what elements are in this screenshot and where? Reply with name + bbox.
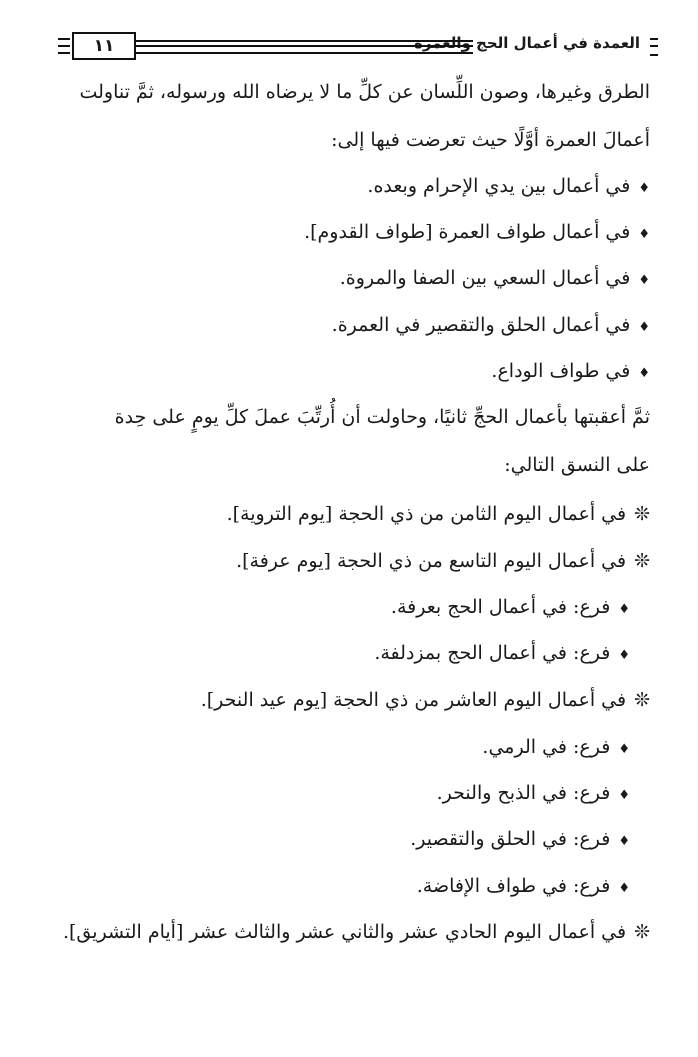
sub-item: ♦فرع: في أعمال الحج بمزدلفة.	[374, 642, 630, 664]
list-item: ♦في أعمال السعي بين الصفا والمروة.	[339, 267, 650, 289]
bullet-icon: ♦	[618, 834, 630, 849]
header-rule	[136, 40, 473, 54]
bullet-icon: ♦	[638, 273, 650, 288]
page-number: ١١	[72, 32, 136, 60]
list-item: ♦في طواف الوداع.	[491, 360, 650, 382]
star-icon: ❊	[634, 550, 650, 572]
bullet-icon: ♦	[638, 366, 650, 381]
bullet-icon: ♦	[638, 227, 650, 242]
day-heading: ❊في أعمال اليوم العاشر من ذي الحجة [يوم عيد النحر].	[200, 689, 650, 711]
star-icon: ❊	[634, 503, 650, 525]
list-item: ♦في أعمال الحلق والتقصير في العمرة.	[331, 314, 650, 336]
bullet-icon: ♦	[618, 648, 630, 663]
paragraph-line: على النسق التالي:	[504, 454, 650, 476]
day-heading: ❊في أعمال اليوم التاسع من ذي الحجة [يوم عرفة].	[236, 550, 650, 572]
bullet-icon: ♦	[618, 881, 630, 896]
paragraph-line: ثمَّ أعقبتها بأعمال الحجِّ ثانيًا، وحاولت أن أُرتِّبَ عملَ كلِّ يومٍ على حِدة	[114, 406, 650, 428]
header-title: العمدة في أعمال الحج والعمرة	[414, 34, 640, 52]
bullet-icon: ♦	[618, 602, 630, 617]
paragraph-line: أعمالَ العمرة أوَّلًا حيث تعرضت فيها إلى:	[331, 129, 650, 151]
star-icon: ❊	[634, 921, 650, 943]
header-ornament-right	[650, 38, 658, 56]
sub-item: ♦فرع: في الرمي.	[482, 736, 630, 758]
list-item: ♦في أعمال طواف العمرة [طواف القدوم].	[304, 221, 650, 243]
sub-item: ♦فرع: في أعمال الحج بعرفة.	[390, 596, 630, 618]
bullet-icon: ♦	[618, 742, 630, 757]
running-header	[58, 30, 658, 66]
bullet-icon: ♦	[618, 788, 630, 803]
star-icon: ❊	[634, 689, 650, 711]
bullet-icon: ♦	[638, 320, 650, 335]
sub-item: ♦فرع: في الذبح والنحر.	[436, 782, 630, 804]
header-ornament-left	[58, 38, 70, 54]
day-heading: ❊في أعمال اليوم الحادي عشر والثاني عشر والثالث عشر [أيام التشريق].	[62, 921, 650, 943]
sub-item: ♦فرع: في الحلق والتقصير.	[410, 828, 630, 850]
day-heading: ❊في أعمال اليوم الثامن من ذي الحجة [يوم التروية].	[226, 503, 650, 525]
paragraph-line: الطرق وغيرها، وصون اللِّسان عن كلِّ ما لا يرضاه الله ورسوله، ثمَّ تناولت	[79, 81, 650, 103]
list-item: ♦في أعمال بين يدي الإحرام وبعده.	[367, 175, 650, 197]
bullet-icon: ♦	[638, 181, 650, 196]
sub-item: ♦فرع: في طواف الإفاضة.	[416, 875, 630, 897]
